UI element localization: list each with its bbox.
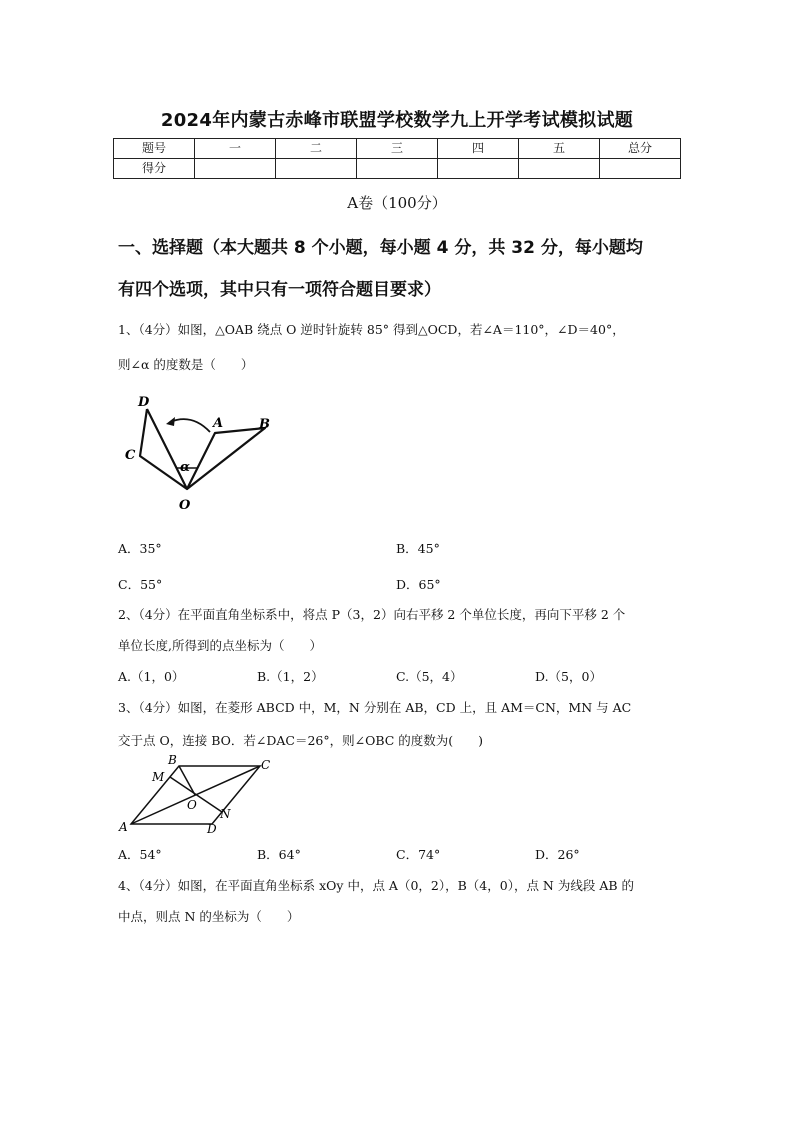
score-cell — [195, 159, 276, 179]
score-cell — [438, 159, 519, 179]
section-heading-line2: 有四个选项，其中只有一项符合题目要求） — [118, 280, 441, 300]
fig1-label-c: C — [125, 448, 136, 463]
question-3-line2: 交于点 O，连接 BO．若∠DAC＝26°，则∠OBC 的度数为( ) — [118, 733, 484, 748]
arrow-head — [166, 417, 175, 426]
score-row-label: 得分 — [114, 159, 195, 179]
rotation-arrow — [170, 419, 210, 432]
question-2-line2: 单位长度,所得到的点坐标为（ ） — [118, 638, 322, 653]
score-header-cell: 一 — [195, 139, 276, 159]
q3-option-c[interactable]: C．74° — [396, 847, 441, 862]
fig3-label-d: D — [207, 822, 217, 836]
triangle-oab — [187, 428, 265, 489]
score-cell — [357, 159, 438, 179]
score-header-cell: 题号 — [114, 139, 195, 159]
question-4-line2: 中点，则点 N 的坐标为（ ） — [118, 909, 300, 924]
question-4-line1: 4、（4分）如图，在平面直角坐标系 xOy 中，点 A（0，2），B（4，0），点 N 为线段 AB 的 — [118, 878, 635, 893]
fig3-label-n: N — [220, 807, 231, 821]
fig3-label-m: M — [152, 770, 165, 784]
q3-option-d[interactable]: D．26° — [535, 847, 580, 862]
score-cell — [600, 159, 681, 179]
fig1-label-a: A — [213, 416, 224, 431]
q1-option-d[interactable]: D．65° — [396, 577, 441, 592]
q3-option-a[interactable]: A．54° — [118, 847, 162, 862]
section-heading-line1: 一、选择题（本大题共 8 个小题，每小题 4 分，共 32 分，每小题均 — [118, 238, 643, 258]
q3-option-b[interactable]: B．64° — [257, 847, 301, 862]
score-header-cell: 三 — [357, 139, 438, 159]
fig3-label-b: B — [168, 753, 177, 767]
fig1-label-d: D — [138, 395, 150, 410]
score-header-cell: 四 — [438, 139, 519, 159]
fig3-label-a: A — [119, 820, 128, 834]
score-header-cell: 总分 — [600, 139, 681, 159]
fig1-label-b: B — [259, 417, 270, 432]
segment-bo — [179, 766, 195, 795]
q2-option-c[interactable]: C.（5，4） — [396, 669, 463, 684]
q1-option-a[interactable]: A．35° — [118, 541, 162, 556]
score-cell — [276, 159, 357, 179]
q1-option-b[interactable]: B．45° — [396, 541, 440, 556]
triangle-ocd — [140, 409, 187, 489]
question-3-figure — [115, 752, 285, 836]
q2-option-a[interactable]: A.（1，0） — [118, 669, 185, 684]
score-cell — [519, 159, 600, 179]
q1-option-c[interactable]: C．55° — [118, 577, 163, 592]
fig3-label-o: O — [187, 798, 197, 812]
question-1-line2: 则∠α 的度数是（ ） — [118, 357, 254, 372]
q2-option-b[interactable]: B.（1，2） — [257, 669, 324, 684]
score-header-cell: 二 — [276, 139, 357, 159]
score-table-score-row — [114, 159, 681, 179]
page-title: 2024年内蒙古赤峰市联盟学校数学九上开学考试模拟试题 — [160, 110, 634, 131]
section-subtitle: A卷（100分） — [347, 194, 447, 212]
fig3-label-c: C — [261, 758, 271, 772]
question-1-figure — [120, 388, 280, 513]
score-table-header-row — [114, 139, 681, 159]
question-1-line1: 1、（4分）如图，△OAB 绕点 O 逆时针旋转 85° 得到△OCD，若∠A＝110°，∠D＝40°， — [118, 322, 625, 337]
fig1-label-alpha: α — [180, 460, 191, 475]
question-2-line1: 2、（4分）在平面直角坐标系中，将点 P（3，2）向右平移 2 个单位长度，再向下平移 2 个 — [118, 607, 626, 622]
score-header-cell: 五 — [519, 139, 600, 159]
fig1-label-o: O — [179, 498, 191, 513]
score-table — [113, 138, 681, 179]
q2-option-d[interactable]: D.（5，0） — [535, 669, 602, 684]
question-3-line1: 3、（4分）如图，在菱形 ABCD 中，M，N 分别在 AB，CD 上，且 AM＝CN，MN 与 AC — [118, 700, 632, 715]
